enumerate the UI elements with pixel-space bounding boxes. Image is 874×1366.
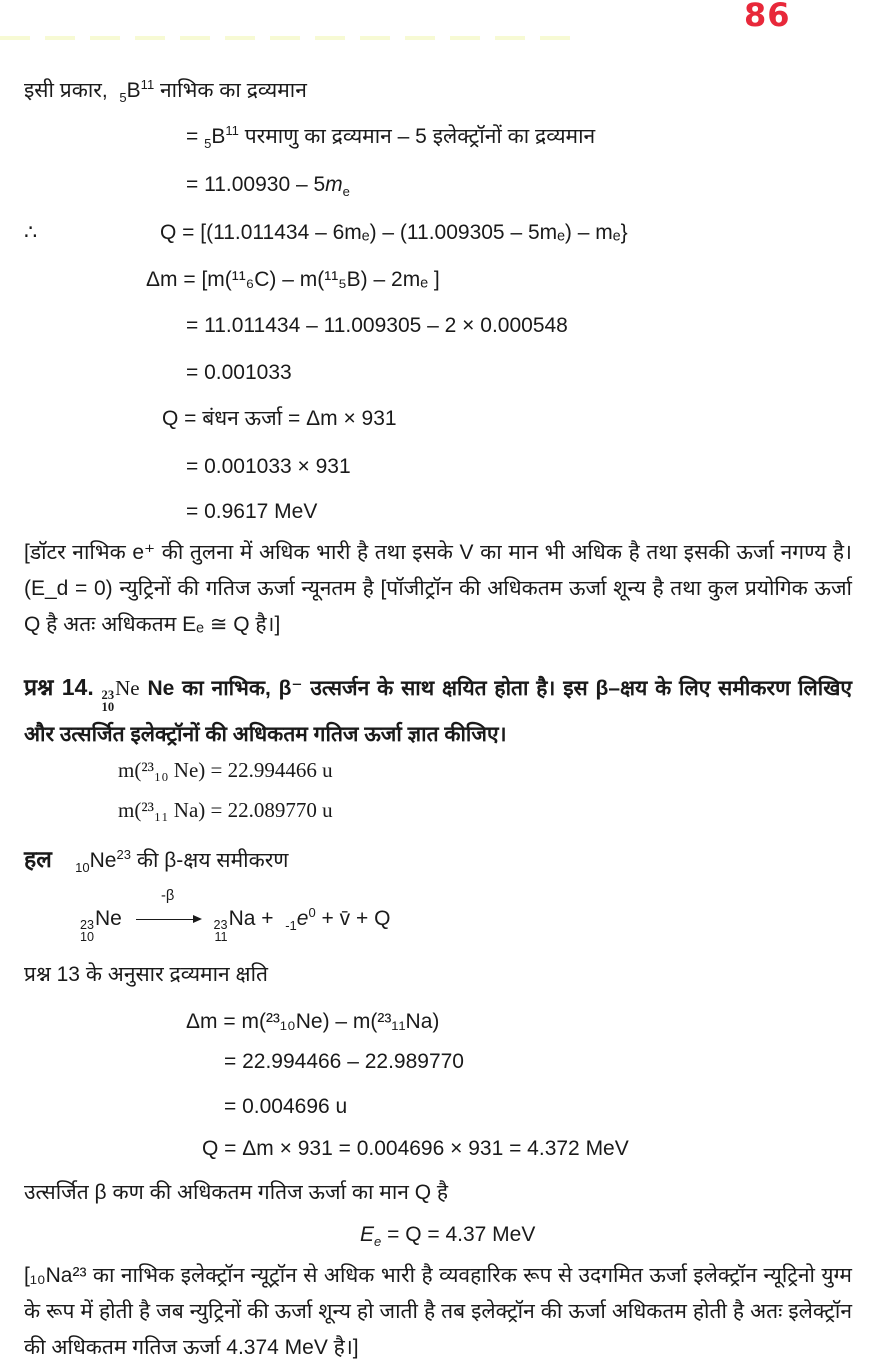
atomic-number: 5 xyxy=(204,136,212,152)
mass-number: 23 xyxy=(116,847,131,862)
electron-neutrino-note-paragraph: [₁₀Na²³ का नाभिक इलेक्ट्रॉन न्यूट्रॉन से अधिक भारी है व्यवहारिक रूप से उदगमित ऊर्जा इलेक्ट्रॉन न्यूट्रिनो युग्म के रूप में होती है जब न्युट्रिनों की ऊर्जा शून्य हो जाती है तब इलेक्ट्रॉन की ऊर्जा अधिकतम होती है अतः इलेक्ट्रॉन की अधिकतम गतिज ऊर्जा 4.374 MeV है।] xyxy=(24,1264,852,1359)
mass-number: 11 xyxy=(225,123,239,138)
electron-mass-number: 0 xyxy=(308,905,316,920)
electron-charge: -1 xyxy=(285,918,297,934)
b11-nucleus-mass-intro xyxy=(24,77,307,106)
mass-number: 11 xyxy=(140,77,155,92)
solution-intro xyxy=(24,846,288,874)
ne-na-mass-defect-expression: Δm = m(²³₁₀Ne) – m(²³₁₁Na) xyxy=(186,1010,440,1033)
question-14 xyxy=(24,666,852,756)
therefore-symbol: ∴ xyxy=(24,221,38,244)
atomic-number: 10 xyxy=(75,860,90,876)
nucleus-symbol: Ne xyxy=(89,849,117,872)
solution-intro-tail: की β-क्षय समीकरण xyxy=(136,849,289,872)
mass-defect-expression: Δm = [m(¹¹₆C) – m(¹¹₅B) – 2mₑ ] xyxy=(146,268,440,291)
electron-symbol: e xyxy=(296,907,309,930)
positron-note-paragraph: [डॉटर नाभिक e⁺ की तुलना में अधिक भारी है तथा इसके V का मान भी अधिक है तथा इसकी ऊर्जा नगण्य है। (E_d = 0) न्युट्रिनों की गतिज ऊर्जा न्यूनतम है [पॉजीट्रॉन की अधिकतम ऊर्जा शून्य है तथा कुल प्रयोगिक ऊर्जा Q है अतः अधिकतम Eₑ ≅ Q है।] xyxy=(24,541,852,636)
electron-subscript: e xyxy=(342,184,350,200)
question-text: Ne का नाभिक, β⁻ उत्सर्जन के साथ क्षयित होता है। इस β–क्षय के लिए समीकरण लिखिए और उत्सर्जित इलेक्ट्रॉनों की अधिकतम गतिज ऊर्जा ज्ञात कीजिए। xyxy=(24,677,852,747)
energy-symbol: E xyxy=(360,1223,375,1246)
reaction-rhs: Na + xyxy=(228,907,274,930)
binding-energy-calculation: = 0.001033 × 931 xyxy=(186,455,351,478)
given-na-mass: m(²³₁₁ Na) = 22.089770 u xyxy=(118,798,333,822)
ne-na-mass-defect-calculation: = 22.994466 – 22.989770 xyxy=(224,1050,464,1073)
header-band-decoration xyxy=(0,36,570,40)
given-ne-mass: m(²³₁₀ Ne) = 22.994466 u xyxy=(118,758,333,782)
intro-tail-text: नाभिक का द्रव्यमान xyxy=(160,79,307,102)
reaction-arrow-icon xyxy=(134,888,202,931)
max-ke-equation xyxy=(360,1222,536,1250)
nucleus-symbol: B xyxy=(211,125,226,148)
mass-defect-reference: प्रश्न 13 के अनुसार द्रव्यमान क्षति xyxy=(24,963,269,986)
mass-value-text: = 11.00930 – 5 xyxy=(186,173,326,196)
equals-sign: = xyxy=(186,125,199,148)
q-value-calculation: Q = Δm × 931 = 0.004696 × 931 = 4.372 MeV xyxy=(202,1137,629,1160)
arrow-label: -β xyxy=(161,888,175,904)
intro-text: इसी प्रकार, xyxy=(24,79,108,102)
page-number: 86 xyxy=(744,0,791,34)
ne-symbol: Ne xyxy=(115,676,140,700)
q-expression: Q = [(11.011434 – 6mₑ) – (11.009305 – 5mₑ) – mₑ} xyxy=(160,221,628,244)
b11-atom-mass-equation xyxy=(186,123,596,152)
solution-label: हल xyxy=(24,846,52,872)
na23-notation: 23 11 xyxy=(213,918,228,945)
electron-subscript: e xyxy=(374,1234,382,1250)
mass-defect-calculation: = 11.011434 – 11.009305 – 2 × 0.000548 xyxy=(186,314,568,337)
beta-decay-reaction: 23 10 Ne -β 23 11 $Na + _{-1}e^0$ + v̄ + Q xyxy=(80,888,391,945)
mass-defect-result: = 0.001033 xyxy=(186,361,292,384)
b11-mass-value xyxy=(186,172,350,200)
ne23-isotope-notation: 23 10 xyxy=(101,688,115,715)
max-ke-statement: उत्सर्जित β कण की अधिकतम गतिज ऊर्जा का मान Q है xyxy=(24,1181,449,1204)
equation-tail: परमाणु का द्रव्यमान – 5 इलेक्ट्रॉनों का द्रव्यमान xyxy=(244,125,596,148)
binding-energy-result: = 0.9617 MeV xyxy=(186,500,318,523)
question-label: प्रश्न 14. xyxy=(24,674,94,700)
ne23-notation: 23 10 xyxy=(80,918,95,945)
ne-na-mass-defect-result: = 0.004696 u xyxy=(224,1095,348,1118)
reaction-tail: + v̄ + Q xyxy=(321,907,391,930)
binding-energy-equation: Q = बंधन ऊर्जा = Δm × 931 xyxy=(162,407,397,430)
max-ke-value: = Q = 4.37 MeV xyxy=(387,1223,536,1246)
atomic-number: 5 xyxy=(119,90,127,106)
nucleus-symbol: B xyxy=(126,79,141,102)
electron-mass-symbol: m xyxy=(325,173,343,196)
